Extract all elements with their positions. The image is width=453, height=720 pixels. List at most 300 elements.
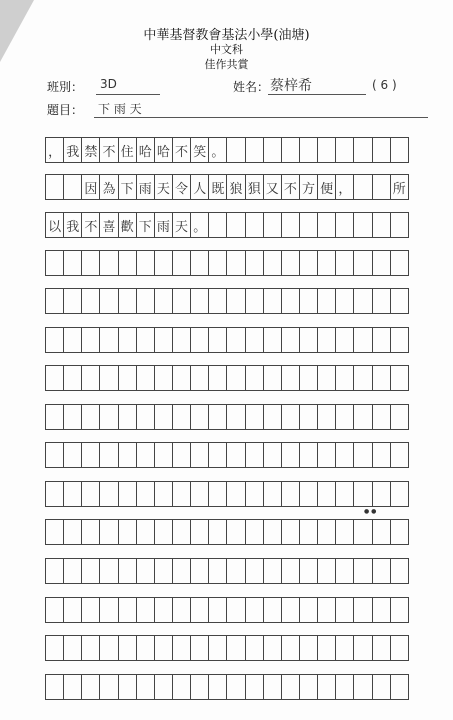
grid-cell [353,442,372,468]
grid-cell: 我 [63,137,82,163]
ink-marks: ● ● [364,508,377,515]
grid-cell [118,519,137,545]
grid-cell [99,250,118,276]
grid-cell [226,288,245,314]
grid-cell [281,250,300,276]
grid-row [45,558,428,584]
grid-cell [136,365,155,391]
grid-cell [208,327,227,353]
grid-cell [99,442,118,468]
grid-cell [372,635,391,661]
grid-cell: 因 [81,174,100,200]
grid-cell [335,288,354,314]
grid-cell [99,288,118,314]
grid-row [45,404,428,430]
grid-cell [226,635,245,661]
grid-cell [154,442,173,468]
grid-cell [335,365,354,391]
grid-cell [190,250,209,276]
grid-cell [118,481,137,507]
grid-cell [335,481,354,507]
grid-cell [335,250,354,276]
grid-cell: 雨 [136,174,155,200]
grid-cell [208,558,227,584]
grid-cell [81,404,100,430]
grid-cell [263,442,282,468]
grid-cell [172,250,191,276]
grid-cell [99,481,118,507]
grid-cell [317,558,336,584]
grid-cell [226,327,245,353]
grid-cell [63,250,82,276]
grid-cell [99,674,118,700]
grid-cell [263,327,282,353]
grid-cell [136,519,155,545]
grid-cell [154,288,173,314]
grid-cell [118,635,137,661]
grid-cell [353,365,372,391]
grid-cell [335,558,354,584]
grid-cell [45,481,64,507]
grid-cell: 不 [281,174,300,200]
grid-cell [208,404,227,430]
grid-cell [136,250,155,276]
grid-cell [226,212,245,238]
grid-cell [335,137,354,163]
grid-cell: 便 [317,174,336,200]
grid-cell [335,674,354,700]
grid-cell [118,250,137,276]
grid-cell [118,365,137,391]
grid-cell: 人 [190,174,209,200]
grid-cell [299,597,318,623]
class-value: 3D [100,77,117,91]
grid-cell [335,442,354,468]
grid-cell [317,442,336,468]
grid-row [45,674,428,700]
grid-cell [299,481,318,507]
grid-cell [245,558,264,584]
grid-cell [136,404,155,430]
grid-cell [118,674,137,700]
grid-row [45,327,428,353]
grid-cell [136,481,155,507]
grid-cell: 下 [118,174,137,200]
grid-cell [208,674,227,700]
grid-cell [172,288,191,314]
grid-cell [136,442,155,468]
grid-cell [45,250,64,276]
grid-cell [299,137,318,163]
grid-cell [99,519,118,545]
grid-cell [263,212,282,238]
grid-cell [45,327,64,353]
grid-cell [281,674,300,700]
grid-cell [353,250,372,276]
grid-cell [372,674,391,700]
grid-cell [245,365,264,391]
grid-cell [208,635,227,661]
grid-cell [226,442,245,468]
grid-cell [226,558,245,584]
grid-cell [99,327,118,353]
grid-cell [372,250,391,276]
grid-cell [245,635,264,661]
grid-cell [172,674,191,700]
grid-cell [372,137,391,163]
grid-cell [190,519,209,545]
grid-cell [45,365,64,391]
grid-cell: 我 [63,212,82,238]
grid-cell: 哈 [136,137,155,163]
grid-cell [299,250,318,276]
grid-row [45,137,428,163]
grid-cell [317,288,336,314]
grid-cell [245,442,264,468]
grid-cell [353,558,372,584]
class-underline [96,94,160,95]
grid-row [45,635,428,661]
grid-cell [263,635,282,661]
grid-cell [353,519,372,545]
grid-cell [154,481,173,507]
grid-cell [226,250,245,276]
grid-cell [372,404,391,430]
grid-cell [281,327,300,353]
grid-cell [353,137,372,163]
name-underline [268,94,366,95]
grid-cell [299,635,318,661]
grid-cell: 不 [99,137,118,163]
grid-cell [208,365,227,391]
grid-cell [372,597,391,623]
grid-cell [172,519,191,545]
name-label: 姓名： [233,80,270,94]
grid-cell [154,327,173,353]
grid-cell [154,404,173,430]
grid-row [45,250,428,276]
grid-cell: 住 [118,137,137,163]
grid-cell [299,365,318,391]
grid-cell [63,404,82,430]
grid-cell [390,442,409,468]
grid-cell [226,404,245,430]
grid-cell [335,212,354,238]
grid-cell [63,558,82,584]
grid-cell [317,250,336,276]
subject-title: 中文科 [210,43,243,56]
grid-cell: 。 [190,212,209,238]
grid-cell [172,558,191,584]
grid-cell [372,212,391,238]
grid-cell [335,404,354,430]
grid-row [45,174,428,200]
grid-cell [281,635,300,661]
grid-cell [45,519,64,545]
grid-cell [208,597,227,623]
grid-cell [372,442,391,468]
grid-cell [245,250,264,276]
grid-cell [390,519,409,545]
grid-cell: 喜 [99,212,118,238]
grid-cell [190,404,209,430]
grid-cell: ， [45,137,64,163]
grid-cell [172,481,191,507]
grid-cell [390,674,409,700]
grid-cell [208,442,227,468]
grid-cell [118,288,137,314]
grid-cell [81,597,100,623]
grid-cell [299,212,318,238]
grid-cell [190,597,209,623]
grid-cell [317,635,336,661]
grid-cell [63,174,82,200]
grid-cell: 既 [208,174,227,200]
grid-row [45,365,428,391]
grid-cell [317,327,336,353]
grid-cell [172,327,191,353]
grid-cell [317,404,336,430]
grid-cell [136,597,155,623]
grid-cell [208,250,227,276]
grid-cell [281,404,300,430]
grid-cell: 禁 [81,137,100,163]
section-title: 佳作共賞 [204,58,249,71]
grid-cell [353,597,372,623]
grid-cell: 以 [45,212,64,238]
grid-cell [99,558,118,584]
grid-cell: 方 [299,174,318,200]
grid-cell [353,288,372,314]
grid-cell [208,212,227,238]
grid-cell [317,519,336,545]
grid-cell [63,481,82,507]
grid-cell [245,519,264,545]
grid-cell [317,212,336,238]
grid-cell [299,519,318,545]
grid-cell [263,597,282,623]
school-name: 中華基督教會基法小學(油塘) [143,28,310,43]
grid-cell [299,442,318,468]
grid-row [45,442,428,468]
grid-cell [45,558,64,584]
grid-cell [299,674,318,700]
grid-cell [245,404,264,430]
grid-cell [245,212,264,238]
grid-cell [81,558,100,584]
grid-cell [45,442,64,468]
grid-cell [190,442,209,468]
grid-cell [317,674,336,700]
grid-cell [118,558,137,584]
student-number: ( 6 ) [372,78,397,92]
grid-cell [317,137,336,163]
grid-cell [208,519,227,545]
grid-cell [154,519,173,545]
grid-cell [335,635,354,661]
grid-cell [208,288,227,314]
grid-cell [99,365,118,391]
grid-row [45,481,428,507]
grid-row [45,288,428,314]
grid-cell: 歡 [118,212,137,238]
grid-cell: 不 [81,212,100,238]
grid-cell [245,674,264,700]
grid-cell [263,519,282,545]
grid-cell [63,327,82,353]
grid-cell [245,327,264,353]
grid-cell [390,288,409,314]
grid-cell [390,404,409,430]
grid-cell [63,635,82,661]
grid-cell [281,288,300,314]
grid-cell: 笑 [190,137,209,163]
grid-cell [81,327,100,353]
grid-cell [154,597,173,623]
grid-cell [353,635,372,661]
grid-cell [81,365,100,391]
grid-cell [390,327,409,353]
grid-cell [281,442,300,468]
grid-cell [372,558,391,584]
grid-cell [45,288,64,314]
grid-cell [353,174,372,200]
grid-cell [99,404,118,430]
topic-underline [94,117,428,118]
grid-cell [63,674,82,700]
grid-cell [172,404,191,430]
grid-cell [45,404,64,430]
grid-cell [81,250,100,276]
grid-cell [154,558,173,584]
grid-cell: 天 [172,212,191,238]
grid-cell [190,558,209,584]
grid-cell: 天 [154,174,173,200]
grid-cell: 雨 [154,212,173,238]
grid-cell [353,404,372,430]
grid-cell [63,442,82,468]
grid-cell [172,365,191,391]
grid-cell [372,365,391,391]
grid-cell [245,597,264,623]
grid-cell [281,212,300,238]
grid-cell [281,597,300,623]
grid-cell [226,365,245,391]
grid-cell [299,288,318,314]
grid-cell [245,137,264,163]
grid-cell [81,635,100,661]
grid-cell [118,442,137,468]
grid-cell [317,481,336,507]
grid-cell [335,519,354,545]
name-value: 蔡梓希 [270,78,312,94]
grid-cell [281,481,300,507]
grid-cell [372,481,391,507]
grid-cell [263,137,282,163]
grid-cell [190,365,209,391]
grid-cell [63,519,82,545]
grid-cell [136,288,155,314]
grid-cell [154,674,173,700]
grid-cell [281,137,300,163]
grid-cell: 狼 [226,174,245,200]
grid-cell [281,558,300,584]
grid-cell: 為 [99,174,118,200]
grid-cell [63,365,82,391]
grid-cell [372,519,391,545]
grid-cell [226,519,245,545]
grid-cell [154,365,173,391]
grid-cell [390,558,409,584]
grid-cell [226,674,245,700]
grid-cell [390,597,409,623]
grid-cell [245,481,264,507]
grid-row [45,597,428,623]
grid-cell [81,288,100,314]
grid-cell [335,597,354,623]
grid-cell [45,174,64,200]
grid-cell [99,635,118,661]
grid-cell [45,674,64,700]
grid-cell [353,481,372,507]
grid-cell [263,404,282,430]
grid-cell [245,288,264,314]
grid-cell [281,519,300,545]
grid-cell [81,519,100,545]
grid-cell [353,674,372,700]
grid-cell [390,137,409,163]
grid-row [45,212,428,238]
grid-cell: 又 [263,174,282,200]
grid-cell [226,597,245,623]
grid-cell [63,288,82,314]
grid-cell: 不 [172,137,191,163]
grid-cell [190,635,209,661]
grid-cell [154,635,173,661]
class-label: 班別： [47,80,84,94]
grid-cell [263,674,282,700]
grid-cell [45,597,64,623]
grid-cell: 下 [136,212,155,238]
grid-cell: 。 [208,137,227,163]
grid-cell [172,597,191,623]
grid-cell: ， [335,174,354,200]
grid-row [45,519,428,545]
grid-cell: 令 [172,174,191,200]
grid-cell [118,597,137,623]
grid-cell [390,365,409,391]
grid-cell [190,327,209,353]
grid-cell [317,597,336,623]
grid-cell [226,481,245,507]
grid-cell [281,365,300,391]
grid-cell [390,481,409,507]
grid-cell [118,327,137,353]
grid-cell [136,327,155,353]
grid-cell [136,558,155,584]
grid-cell [390,212,409,238]
grid-cell [299,558,318,584]
grid-cell [172,635,191,661]
topic-value: 下 雨 天 [98,102,142,116]
grid-cell [136,635,155,661]
grid-cell [263,250,282,276]
grid-cell [299,327,318,353]
grid-cell [136,674,155,700]
grid-cell [154,250,173,276]
grid-cell [99,597,118,623]
grid-cell [172,442,191,468]
